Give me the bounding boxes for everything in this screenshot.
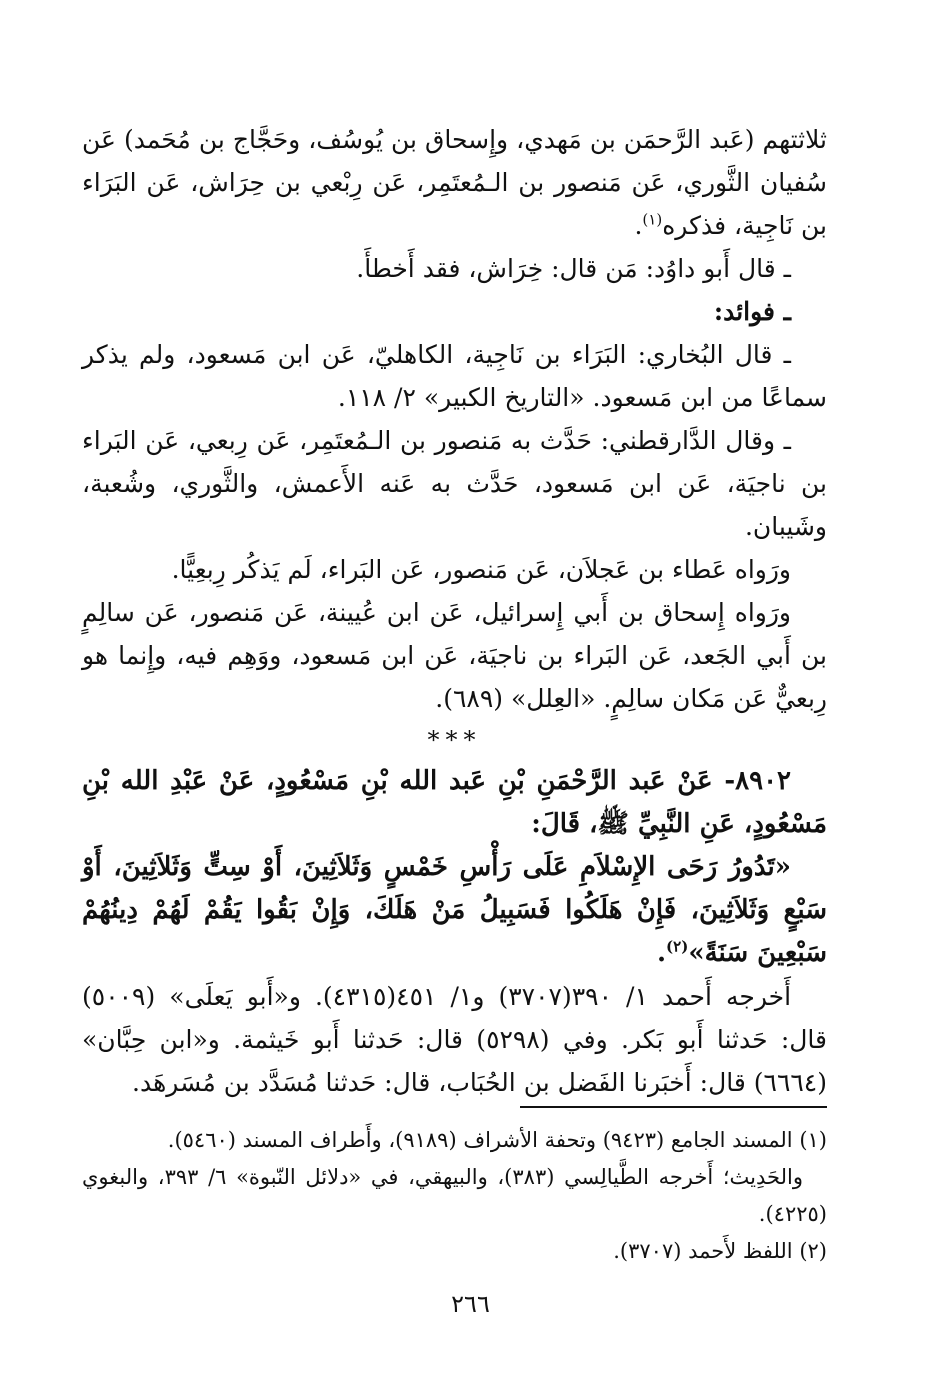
hadith-heading: ٨٩٠٢- عَنْ عَبد الرَّحْمَنِ بْنِ عَبد الله بْنِ مَسْعُودٍ، عَنْ عَبْدِ الله بْنِ مَسْعُودٍ، عَنِ النَّبِيِّ ﷺ، قَالَ: — [82, 766, 827, 839]
matn-end: . — [656, 938, 667, 968]
paragraph-bukhari: ـ قال البُخاري: البَرَاء بن نَاجِية، الكاهليّ، عَن ابن مَسعود، ولم يذكر سماعًا من ابن مَسعود. «التاريخ الكبير» ٢/ ١١٨. — [82, 340, 827, 412]
paragraph-daraqutni: ـ وقال الدَّارقطني: حَدَّث به مَنصور بن الـمُعتَمِر، عَن رِبعي، عَن البَراء بن ناجيَة، عَن ابن مَسعود، حَدَّث به عَنه الأَعمش، والثَّوري، وشُعبة، وشَيبان. — [82, 426, 827, 541]
footnote-2: (٢) اللفظ لأَحمد (٣٧٠٧). — [613, 1239, 827, 1263]
footnote-1: (١) المسند الجامع (٩٤٢٣) وتحفة الأشراف (٩١٨٩)، وأَطراف المسند (٥٤٦٠). — [167, 1128, 827, 1152]
footnotes — [82, 1122, 827, 1270]
heading-fawaid: ـ فوائد: — [713, 297, 791, 326]
footnote-1-continued: والحَدِيث؛ أَخرجه الطَّيالِسي (٣٨٣)، والبيهقي، في «دلائل النّبوة» ٦/ ٣٩٣، والبغوي (٤٢٢٥). — [82, 1165, 827, 1226]
paragraph-ishaq: ورَواه إِسحاق بن أَبي إِسرائيل، عَن ابن عُيينة، عَن مَنصور، عَن سالِمٍ بن أَبي الجَعد، عَن البَراء بن ناجيَة، عَن ابن مَسعود، ووَهِم فيه، وإِنما هو رِبعيٌّ عَن مَكان سالِمٍ. «العِلل» (٦٨٩). — [82, 598, 827, 713]
chain-text: ثلاثتهم (عَبد الرَّحمَن بن مَهدي، وإِسحاق بن يُوسُف، وحَجَّاج بن مُحَمد) عَن سُفيان الثَّوري، عَن مَنصور بن الـمُعتَمِر، عَن رِبْعي بن حِرَاش، عَن البَرَاء بن نَاجِية، فذكره — [82, 125, 827, 240]
footnote-ref-2: (٢) — [666, 937, 689, 956]
chain-end: . — [634, 211, 643, 240]
hadith-matn: «تَدُورُ رَحَى الإِسْلاَمِ عَلَى رَأْسِ خَمْسٍ وَثَلاَثِينَ، أَوْ سِتٍّ وَثَلاَثِينَ، أَوْ سَبْعٍ وَثَلاَثِينَ، فَإِنْ هَلَكُوا فَسَبِيلُ مَنْ هَلَكَ، وَإِنْ بَقُوا يَقُمْ لَهُمْ دِينُهُمْ سَبْعِينَ سَنَةً» — [82, 852, 827, 968]
section-separator: *** — [427, 726, 482, 754]
main-text — [82, 118, 827, 1104]
paragraph-chain — [82, 118, 827, 247]
page-number: ٢٦٦ — [451, 1290, 490, 1318]
hadith-text — [82, 846, 827, 975]
paragraph-ata: ورَواه عَطاء بن عَجلاَن، عَن مَنصور، عَن البَراء، لَم يَذكُر رِبعِيًّا. — [171, 555, 791, 584]
paragraph-takhrij: أَخرجه أَحمد ١/ ٣٩٠(٣٧٠٧) و١/ ٤٥١(٤٣١٥). و«أَبو يَعلَى» (٥٠٠٩) قال: حَدثنا أَبو بَكر. وفي (٥٢٩٨) قال: حَدثنا أَبو خَيثمة. و«ابن حِبَّان» (٦٦٦٤) قال: أَخبَرنا الفَضل بن الحُبَاب، قال: حَدثنا مُسَدَّد بن مُسَرهَد. — [82, 982, 827, 1097]
footnote-divider — [520, 1106, 827, 1108]
footnote-ref-1: (١) — [642, 210, 663, 229]
paragraph-abu-dawud: ـ قال أَبو داوُد: مَن قال: خِرَاش، فقد أَخطأَ. — [356, 254, 791, 283]
